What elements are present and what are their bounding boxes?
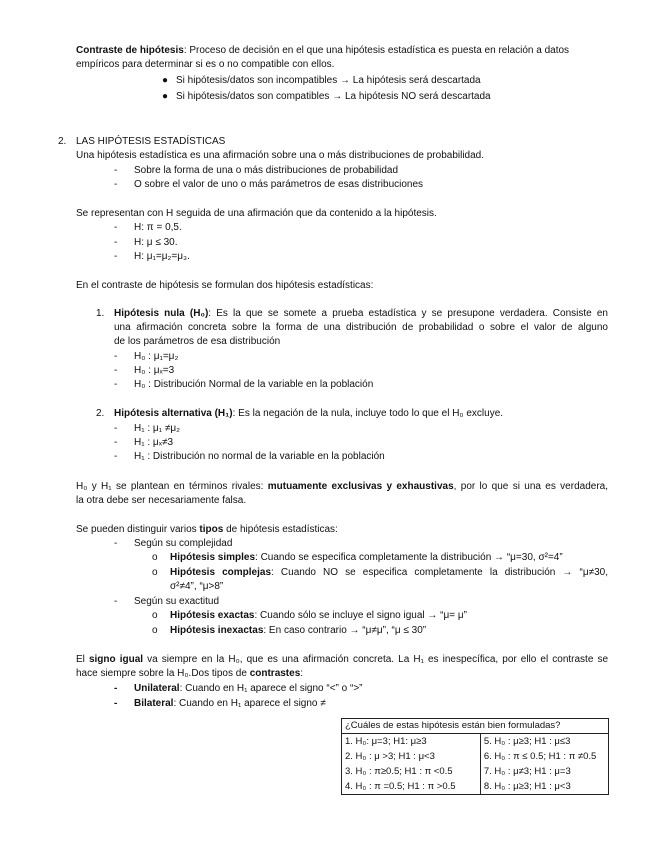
list-item: - H₁ : μ₁ ≠μ₂	[114, 423, 180, 434]
intro-definition: : Proceso de decisión en el que una hipótesis estadística es puesta en relación a datos	[183, 45, 570, 56]
list-item: - O sobre el valor de uno o más parámetros de esas distribuciones	[114, 179, 424, 190]
alt-line: Hipótesis alternativa (H₁): Es la negación de la nula, incluye todo lo que el H₀ excluye.	[114, 408, 504, 419]
circle-bullet-icon: o	[152, 552, 158, 563]
intro-bullet: ● Si hipótesis/datos son incompatibles → La hipótesis será descartada	[162, 75, 481, 86]
quiz-left-column	[342, 734, 481, 795]
list-item: - H: μ₁=μ₂=μ₃.	[114, 251, 190, 262]
circle-bullet-icon: o	[152, 625, 158, 636]
list-item: - H₁ : μₓ≠3	[114, 437, 174, 448]
list-item: - Según su complejidad	[114, 538, 233, 549]
quiz-option: 8. H₀ : μ≥3; H1 : μ<3	[483, 781, 571, 792]
null-line-2: una afirmación concreta sobre la forma de una distribución de probabilidad o sobre el valor de alguno	[114, 322, 608, 333]
intro-bullet: ● Si hipótesis/datos son compatibles → La hipótesis NO será descartada	[162, 91, 491, 102]
list-item: - Según su exactitud	[114, 596, 220, 607]
rivals-line-1: H₀ y H₁ se plantean en términos rivales: mutuamente exclusivas y exhaustivas, por lo que si una es verdadera,	[76, 481, 608, 492]
contrast-intro: En el contraste de hipótesis se formulan dos hipótesis estadísticas:	[76, 280, 374, 291]
sub-bullet-cont: σ²≠4”, “μ>8”	[170, 581, 224, 592]
circle-bullet-icon: o	[152, 567, 158, 578]
list-item: - Bilateral: Cuando en H₁ aparece el signo ≠	[114, 698, 326, 709]
rivals-line-2: la otra debe ser necesariamente falsa.	[76, 495, 247, 506]
list-item: - H: π = 0,5.	[114, 222, 182, 233]
sub-bullet: o Hipótesis simples: Cuando se especifica completamente la distribución → “μ=30, σ²=4”	[152, 552, 563, 563]
intro-line-1	[76, 44, 569, 57]
intro-term: Contraste de hipótesis	[76, 45, 184, 56]
quiz-right-column	[480, 734, 608, 795]
sub-bullet: o Hipótesis exactas: Cuando sólo se incluye el signo igual → “μ= μ”	[152, 610, 467, 621]
quiz-question: ¿Cuáles de estas hipótesis están bien formuladas?	[342, 719, 609, 734]
sub-bullet: o Hipótesis complejas: Cuando NO se especifica completamente la distribución → “μ≠30,	[152, 567, 608, 578]
quiz-option: 2. H₀ : μ >3; H1 : μ<3	[345, 751, 435, 762]
hypothesis-definition: Una hipótesis estadística es una afirmación sobre una o más distribuciones de probabilidad.	[76, 150, 485, 161]
bullet-icon: ●	[162, 75, 169, 86]
section-title: LAS HIPÓTESIS ESTADÍSTICAS	[76, 136, 226, 147]
quiz-option: 3. H₀ : π≥0.5; H1 : π <0.5	[345, 766, 453, 777]
null-number: 1.	[96, 308, 105, 319]
quiz-option: 7. H₀ : μ≠3; H1 : μ=3	[483, 766, 571, 777]
quiz-table	[341, 718, 609, 795]
list-item: - Sobre la forma de una o más distribuciones de probabilidad	[114, 165, 399, 176]
quiz-option: 5. H₀ : μ≥3; H1 : μ≤3	[483, 736, 571, 747]
null-line-3: de los parámetros de esa distribución	[114, 336, 281, 347]
list-item: - H₁ : Distribución no normal de la variable en la población	[114, 451, 385, 462]
alt-number: 2.	[96, 408, 105, 419]
representation-text: Se representan con H seguida de una afirmación que da contenido a la hipótesis.	[76, 208, 437, 219]
bullet-icon: ●	[162, 91, 169, 102]
types-intro: Se pueden distinguir varios tipos de hipótesis estadísticas:	[76, 524, 338, 535]
list-item: - H₀ : μ₁=μ₂	[114, 351, 179, 362]
intro-definition-cont: empíricos para determinar si es o no compatible con ellos.	[76, 59, 335, 70]
equal-sign-line-2: hace siempre sobre la H₀.Dos tipos de contrastes:	[76, 668, 304, 679]
section-number: 2.	[58, 136, 67, 147]
null-line-1: Hipótesis nula (H₀): Es la que se somete a prueba estadística y se presupone verdadera. Consiste en	[114, 308, 608, 319]
quiz-option: 1. H₀: μ=3; H1: μ≥3	[345, 736, 427, 747]
alt-name: Hipótesis alternativa (H₁)	[114, 408, 233, 419]
equal-sign-line-1: El signo igual va siempre en la H₀, que es una afirmación concreta. La H₁ es inespecífica, por ello el contraste se	[76, 654, 609, 665]
circle-bullet-icon: o	[152, 610, 158, 621]
quiz-option: 4. H₀ : π =0.5; H1 : π >0.5	[345, 781, 456, 792]
null-name: Hipótesis nula (H₀)	[114, 308, 209, 319]
list-item: - H: μ ≤ 30.	[114, 237, 178, 248]
sub-bullet: o Hipótesis inexactas: En caso contrario → “μ≠μ”, “μ ≤ 30”	[152, 625, 427, 636]
list-item: - H₀ : Distribución Normal de la variable en la población	[114, 379, 374, 390]
list-item: - Unilateral: Cuando en H₁ aparece el signo “<” o “>”	[114, 683, 363, 694]
list-item: - H₀ : μₓ=3	[114, 365, 175, 376]
quiz-option: 6. H₀ : π ≤ 0.5; H1 : π ≠0.5	[483, 751, 597, 762]
